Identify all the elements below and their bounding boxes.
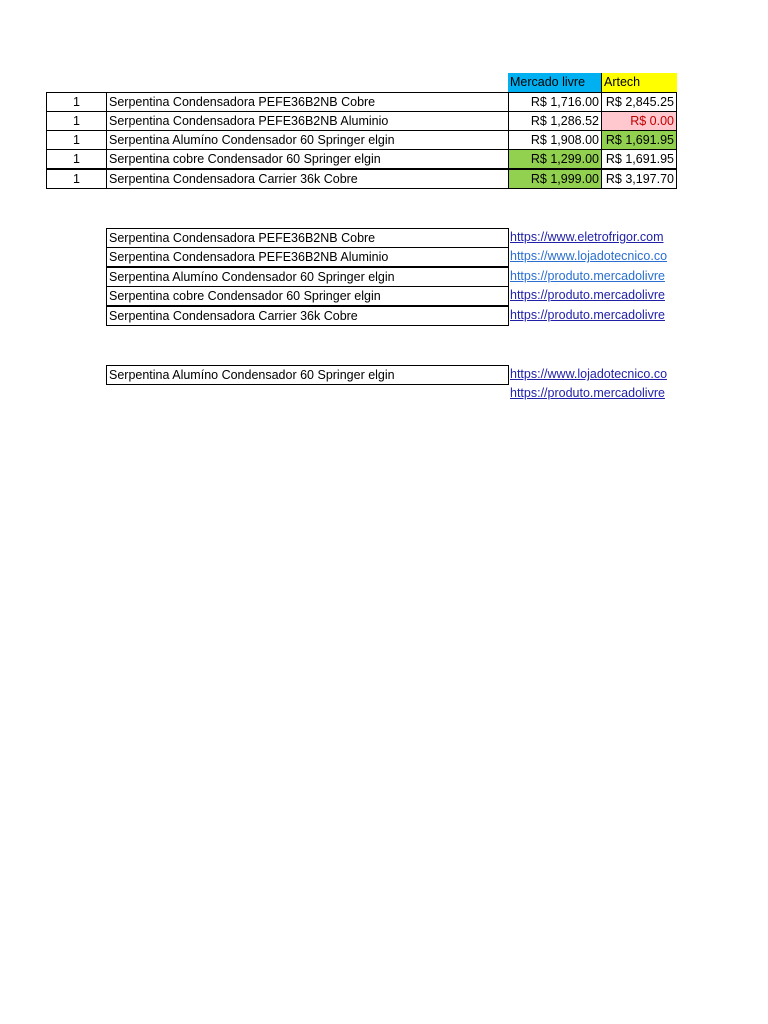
product-cell: Serpentina Condensadora PEFE36B2NB Cobre — [106, 92, 509, 112]
qty-cell: 1 — [46, 169, 107, 189]
price-mercado-livre: R$ 1,908.00 — [508, 130, 602, 150]
product-cell: Serpentina Condensadora PEFE36B2NB Cobre — [106, 228, 509, 248]
qty-cell: 1 — [46, 92, 107, 112]
price-artech: R$ 3,197.70 — [601, 169, 677, 189]
product-cell: Serpentina Alumíno Condensador 60 Springer elgin — [106, 130, 509, 150]
price-mercado-livre: R$ 1,299.00 — [508, 149, 602, 169]
header-mercado-livre: Mercado livre — [508, 73, 601, 93]
product-link[interactable]: https://www.lojadotecnico.co — [510, 249, 668, 263]
product-cell: Serpentina cobre Condensador 60 Springer elgin — [106, 149, 509, 169]
product-cell: Serpentina Condensadora PEFE36B2NB Aluminio — [106, 247, 509, 267]
qty-cell: 1 — [46, 149, 107, 169]
product-link[interactable]: https://produto.mercadolivre — [510, 269, 665, 283]
qty-cell: 1 — [46, 130, 107, 150]
product-link[interactable]: https://www.eletrofrigor.com — [510, 230, 664, 244]
price-mercado-livre: R$ 1,286.52 — [508, 111, 602, 131]
product-cell: Serpentina Alumíno Condensador 60 Springer elgin — [106, 267, 509, 287]
product-link[interactable]: https://produto.mercadolivre — [510, 386, 665, 400]
product-cell: Serpentina cobre Condensador 60 Springer elgin — [106, 286, 509, 306]
product-link[interactable]: https://www.lojadotecnico.co — [510, 367, 668, 381]
product-link[interactable]: https://produto.mercadolivre — [510, 288, 665, 302]
header-artech: Artech — [601, 73, 677, 93]
product-link[interactable]: https://produto.mercadolivre — [510, 308, 665, 322]
qty-cell: 1 — [46, 111, 107, 131]
product-cell: Serpentina Condensadora Carrier 36k Cobre — [106, 169, 509, 189]
price-mercado-livre: R$ 1,999.00 — [508, 169, 602, 189]
product-cell: Serpentina Condensadora PEFE36B2NB Aluminio — [106, 111, 509, 131]
price-artech: R$ 2,845.25 — [601, 92, 677, 112]
product-cell: Serpentina Condensadora Carrier 36k Cobre — [106, 306, 509, 326]
price-artech: R$ 1,691.95 — [601, 149, 677, 169]
price-mercado-livre: R$ 1,716.00 — [508, 92, 602, 112]
price-artech: R$ 1,691.95 — [601, 130, 677, 150]
price-artech: R$ 0.00 — [601, 111, 677, 131]
product-cell: Serpentina Alumíno Condensador 60 Springer elgin — [106, 365, 509, 385]
